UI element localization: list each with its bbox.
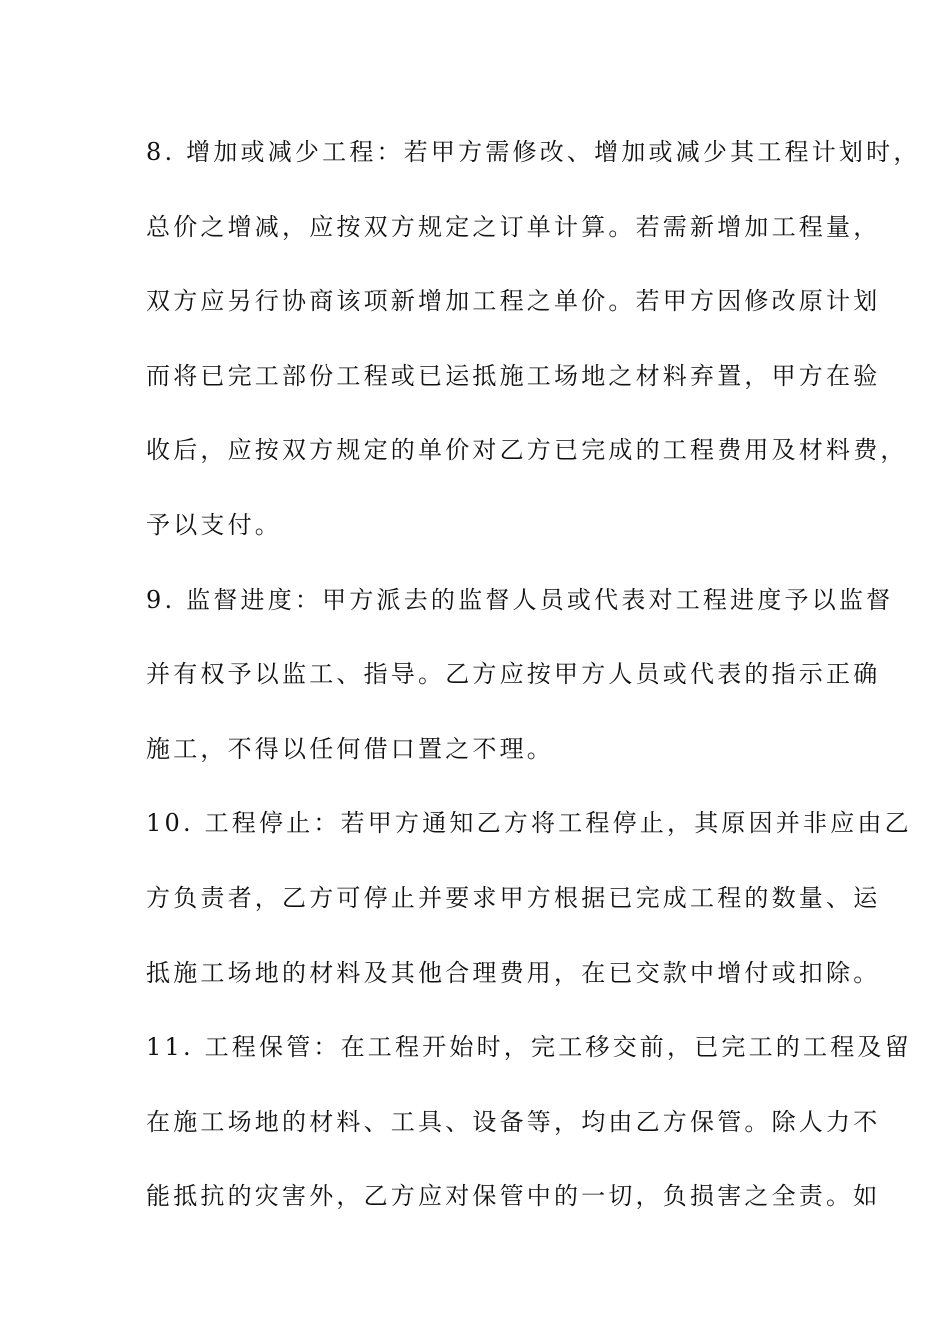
text-line: 双方应另行协商该项新增加工程之单价。若甲方因修改原计划: [146, 287, 881, 316]
text-line: 方负责者，乙方可停止并要求甲方根据已完成工程的数量、运: [146, 883, 881, 912]
text-line: 予以支付。: [146, 510, 282, 539]
text-line: 8. 增加或减少工程：若甲方需修改、增加或减少其工程计划时，: [146, 138, 921, 166]
text-line: 10. 工程停止：若甲方通知乙方将工程停止，其原因并非应由乙: [146, 809, 912, 838]
contract-text: [146, 126, 921, 1245]
text-line: 9. 监督进度：甲方派去的监督人员或代表对工程进度予以监督: [146, 585, 894, 614]
text-line: 11. 工程保管：在工程开始时，完工移交前，已完工的工程及留: [146, 1033, 912, 1062]
text-line: 并有权予以监工、指导。乙方应按甲方人员或代表的指示正确: [146, 660, 881, 689]
text-line: 收后，应按双方规定的单价对乙方已完成的工程费用及材料费，: [146, 436, 908, 465]
text-line: 施工，不得以任何借口置之不理。: [146, 734, 554, 763]
text-line: 抵施工场地的材料及其他合理费用，在已交款中增付或扣除。: [146, 958, 881, 987]
text-line: 在施工场地的材料、工具、设备等，均由乙方保管。除人力不: [146, 1107, 881, 1136]
text-line: 而将已完工部份工程或已运抵施工场地之材料弃置，甲方在验: [146, 361, 881, 390]
text-line: 能抵抗的灾害外，乙方应对保管中的一切，负损害之全责。如: [146, 1182, 881, 1211]
text-line: 总价之增减，应按双方规定之订单计算。若需新增加工程量，: [146, 212, 881, 241]
